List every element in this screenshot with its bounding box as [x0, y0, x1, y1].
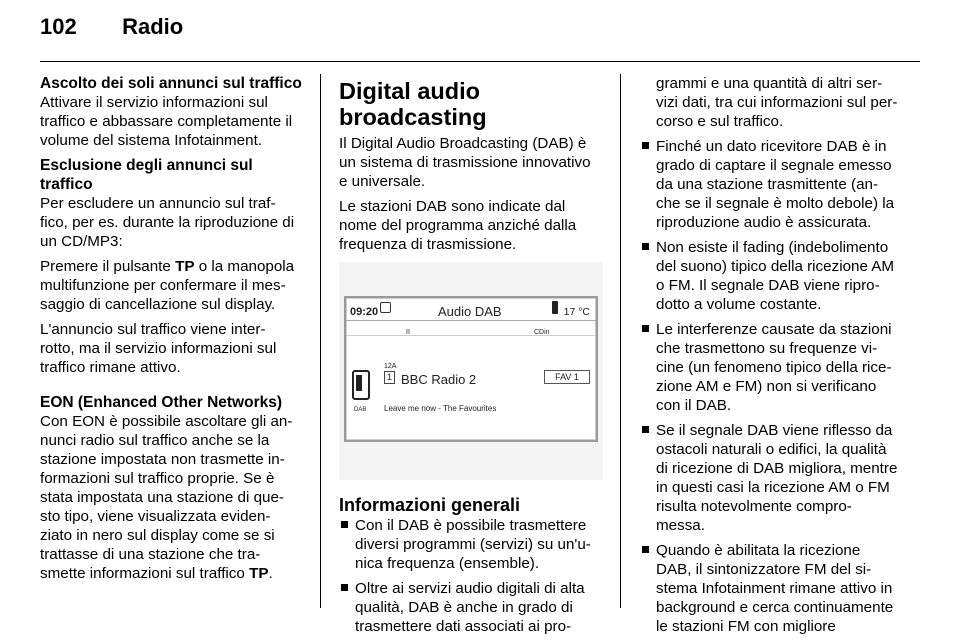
paragraph-continuation: grammi e una quantità di altri ser- vizi dati, tra cui informazioni sul per- corso e sul traffico. — [656, 75, 898, 130]
temperature: 17 °C — [563, 306, 590, 318]
list-item: Le interferenze causate da stazioni che trasmettono su frequenze vi- cine (un fenomeno tipico della rice- zione AM e FM) non si verificano con il DAB. — [640, 320, 902, 415]
pause-indicator: II — [406, 329, 410, 336]
section-title: Radio — [122, 14, 184, 39]
subheading-traffic-only: Ascolto dei soli annunci sul traffico — [40, 75, 302, 92]
paragraph: Attivare il servizio informazioni sul traffico e abbassare completamente il volume del sistema Infotainment. — [40, 94, 293, 149]
list-item: Con il DAB è possibile trasmettere diversi programmi (servizi) su un'u- nica frequenza (ensemble). — [339, 516, 603, 573]
subsection-heading: Informazioni generali — [339, 495, 521, 515]
section-heading: Digital audio broadcasting — [339, 78, 487, 130]
dab-icon — [352, 370, 370, 400]
fav-button: FAV 1 — [544, 370, 590, 384]
ensemble-label: 12A — [384, 363, 397, 370]
screen-title: Audio DAB — [438, 304, 502, 319]
preset-number: 1 — [384, 371, 395, 384]
paragraph: Le stazioni DAB sono indicate dal nome del programma anziché dalla frequenza di trasmissione. — [339, 198, 577, 253]
column-divider — [320, 74, 321, 608]
bullet-icon — [642, 243, 649, 250]
column-3 — [640, 74, 902, 642]
bullet-icon — [642, 426, 649, 433]
status-bar — [346, 298, 596, 321]
bullet-icon — [341, 521, 348, 528]
bullet-list — [339, 516, 603, 636]
dab-screen-figure — [339, 262, 603, 480]
column-divider — [620, 74, 621, 608]
bullet-icon — [341, 584, 348, 591]
bullet-icon — [642, 546, 649, 553]
paragraph: Con EON è possibile ascoltare gli an- nunci radio sul traffico anche se la stazione impostata non trasmette in- formazioni sul traffico proprie. Se è stata impostata una stazione di que- sto tipo, viene visualizzata eviden- ziato in nero sul display come se si trattasse di una stazione che tra- smette informazioni sul traffico TP. — [40, 413, 293, 582]
paragraph: Il Digital Audio Broadcasting (DAB) è un sistema di trasmissione innovativo e universale. — [339, 135, 591, 190]
bullet-icon — [642, 325, 649, 332]
header-rule — [40, 61, 920, 62]
display-screen — [344, 296, 598, 442]
dab-label: DAB — [354, 407, 367, 413]
list-item: Non esiste il fading (indebolimento del suono) tipico della ricezione AM o FM. Il segnale DAB viene ripro- dotto a volume costante. — [640, 238, 902, 314]
subheading-exclude-traffic: Esclusione degli annunci sul traffico — [40, 157, 253, 193]
song-info: Leave me now - The Favourites — [384, 404, 497, 413]
list-item: Oltre ai servizi audio digitali di alta qualità, DAB è anche in grado di trasmettere dati associati ai pro- — [339, 579, 603, 636]
column-1 — [40, 74, 304, 589]
thermometer-icon — [552, 301, 558, 314]
source-bar — [346, 321, 596, 336]
list-item: Quando è abilitata la ricezione DAB, il sintonizzatore FM del si- stema Infotainment rimane attivo in background e cerca continuamente le stazioni FM con migliore — [640, 541, 902, 636]
list-item: Se il segnale DAB viene riflesso da ostacoli naturali o edifici, la qualità di ricezione di DAB migliora, mentre in questi casi la ricezione AM o FM risulta notevolmente compro- messa. — [640, 421, 902, 535]
cd-in-indicator: CDin — [534, 329, 550, 336]
page-header — [40, 14, 183, 40]
page-number: 102 — [40, 14, 77, 39]
clock-time: 09:20 — [350, 306, 379, 318]
bullet-icon — [642, 142, 649, 149]
station-name: BBC Radio 2 — [401, 372, 477, 387]
paragraph: Premere il pulsante TP o la manopola multifunzione per confermare il mes- saggio di cancellazione sul display. — [40, 258, 295, 313]
bullet-list — [640, 137, 902, 636]
list-item: Finché un dato ricevitore DAB è in grado di captare il segnale emesso da una stazione trasmittente (an- che se il segnale è molto debole) la riproduzione audio è assicurata. — [640, 137, 902, 232]
paragraph: L'annuncio sul traffico viene inter- rotto, ma il servizio informazioni sul traffico rimane attivo. — [40, 321, 277, 376]
paragraph: Per escludere un annuncio sul traf- fico, per es. durante la riproduzione di un CD/MP3: — [40, 195, 295, 250]
column-2 — [339, 74, 603, 642]
subheading-eon: EON (Enhanced Other Networks) — [40, 394, 283, 411]
clock-icon — [380, 302, 391, 313]
